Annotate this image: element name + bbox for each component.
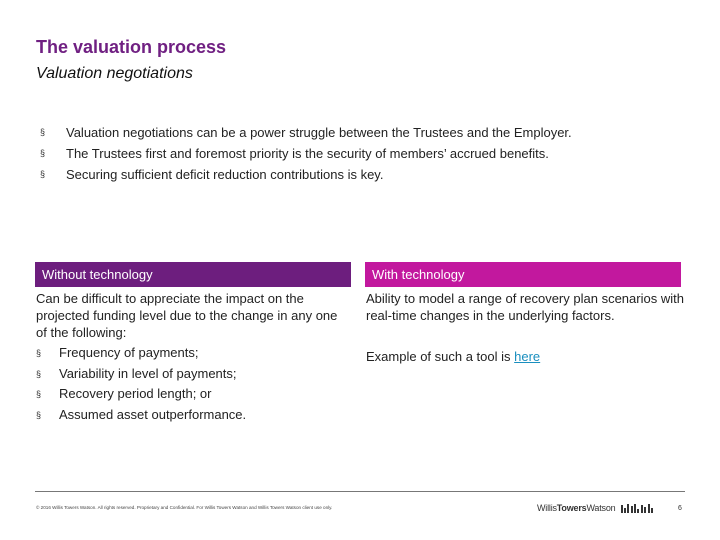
list-item [36,343,346,364]
brand-part: Watson [586,503,616,513]
page-number: 6 [678,505,682,512]
bullet-marker: § [36,368,42,379]
intro-bullet-text: Securing sufficient deficit reduction contributions is key. [66,167,384,182]
with-technology-text: Ability to model a range of recovery plan scenarios with real-time changes in the underlying factors. [366,291,684,323]
bullet-marker: § [40,169,46,179]
bullet-marker: § [36,389,42,399]
example-line [366,348,686,365]
without-technology-content [36,290,346,425]
brand-part: Towers [556,503,587,513]
brand-part: Willis [537,503,557,513]
slide-title: The valuation process [36,37,227,57]
list-item [36,384,346,405]
bullet-marker: § [40,127,46,137]
list-item-text: Assumed asset outperformance. [59,406,247,422]
list-item-text: Frequency of payments; [59,345,199,360]
without-technology-header: Without technology [35,262,351,287]
logo-mark-icon [621,504,653,513]
with-technology-content [366,290,686,365]
intro-bullet [40,122,572,143]
slide-subtitle: Valuation negotiations [36,65,193,82]
company-logo [537,503,653,513]
with-technology-header: With technology [365,262,681,287]
list-item [36,405,346,426]
bullet-marker: § [36,409,42,420]
list-item-text: Variability in level of payments; [59,365,237,381]
intro-bullet-list [40,122,572,185]
intro-bullet [40,143,572,164]
footer-copyright: © 2016 Willis Towers Watson. All rights reserved. Proprietary and Confidential. For Willis Towers Watson and Willis Towers Watson client use only. [36,505,333,510]
list-item [36,364,346,385]
tool-link[interactable]: here [514,349,541,364]
without-technology-bullet-list [36,343,346,425]
bullet-marker: § [40,148,46,158]
intro-bullet-text: Valuation negotiations can be a power struggle between the Trustees and the Employer. [66,125,572,140]
without-technology-intro: Can be difficult to appreciate the impact on the projected funding level due to the change in any one of the following: [36,291,338,340]
intro-bullet [40,164,572,185]
list-item-text: Recovery period length; or [59,386,212,401]
intro-bullet-text: The Trustees first and foremost priority is the security of members’ accrued benefits. [66,146,549,161]
example-prefix: Example of such a tool is [366,349,515,364]
bullet-marker: § [36,348,42,358]
brand-wordmark [537,503,615,513]
footer-divider [35,491,685,492]
